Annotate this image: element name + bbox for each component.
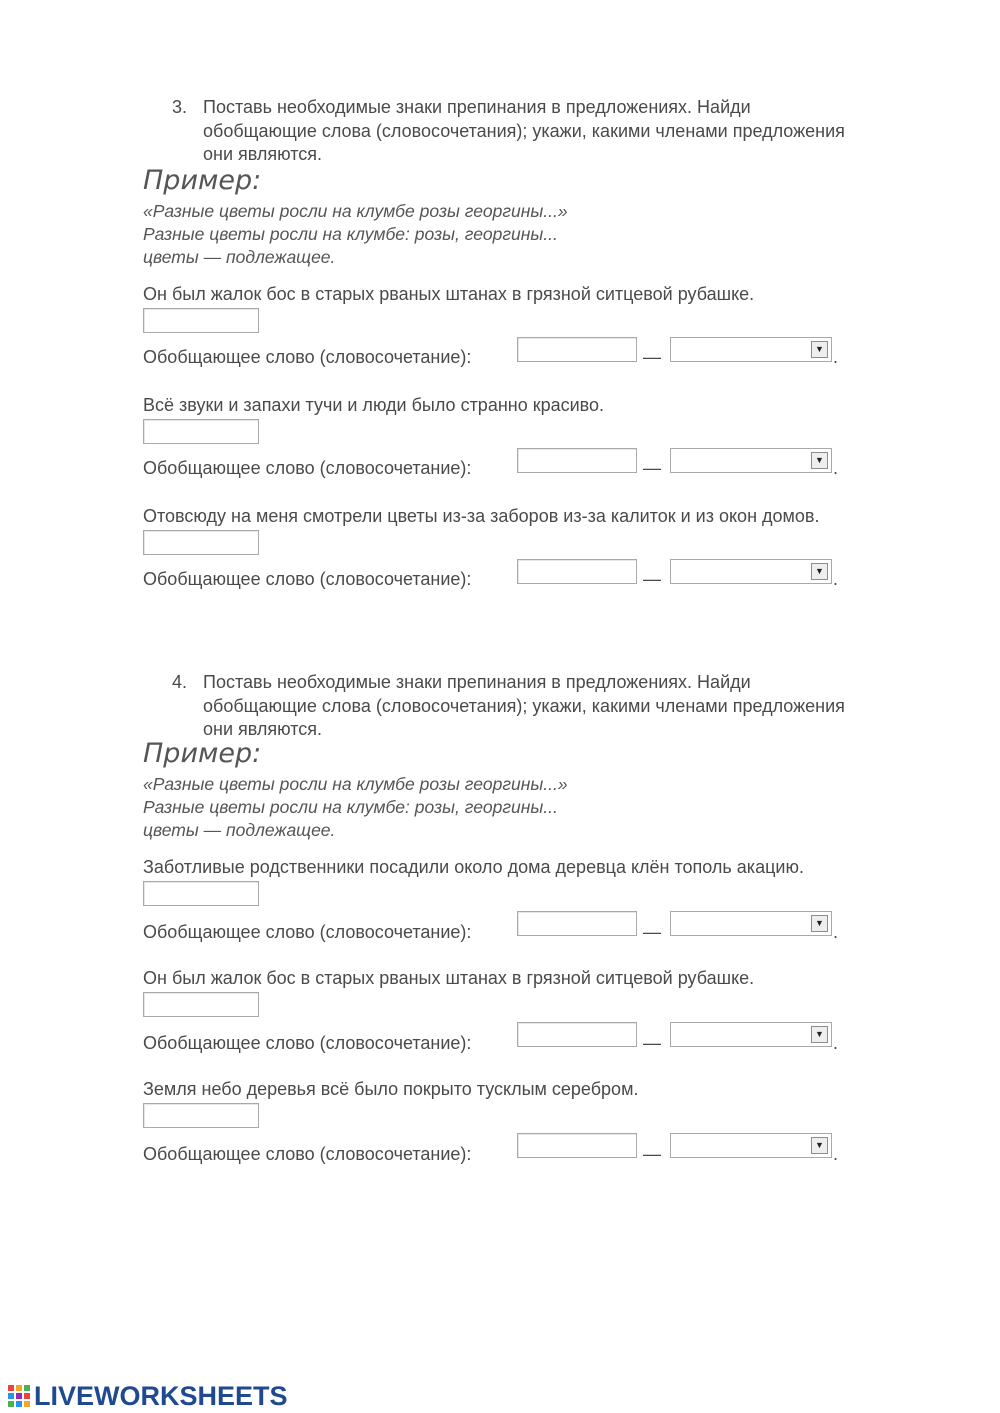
- generalizing-word-input[interactable]: [517, 559, 637, 584]
- chevron-down-icon[interactable]: ▼: [811, 452, 828, 469]
- liveworksheets-logo-icon: [8, 1385, 30, 1407]
- generalizing-word-input[interactable]: [517, 1022, 637, 1047]
- task-4-sentence-2: Он был жалок бос в старых рваных штанах в грязной ситцевой рубашке.: [143, 968, 755, 988]
- example-line: Разные цветы росли на клумбе: розы, георгины...: [143, 224, 558, 244]
- task-4-example-title: Пример:: [143, 738, 262, 769]
- task-4-sentence-1: Заботливые родственники посадили около дома деревца клён тополь акацию.: [143, 857, 804, 877]
- punctuation-answer-input[interactable]: [143, 419, 259, 444]
- sentence-member-select[interactable]: [670, 448, 832, 473]
- task-4-instruction-line: обобщающие слова (словосочетания); укажи, какими членами предложения: [203, 695, 845, 716]
- dash-separator: —: [643, 347, 661, 367]
- task-4-instruction-line: Поставь необходимые знаки препинания в предложениях. Найди: [203, 672, 751, 692]
- period: .: [833, 922, 839, 942]
- period: .: [833, 1033, 839, 1053]
- dash-separator: —: [643, 569, 661, 589]
- task-3-instruction: [203, 96, 943, 167]
- task-3-instruction-line: они являются.: [203, 144, 323, 164]
- task-3-sentence-2: Всё звуки и запахи тучи и люди было странно красиво.: [143, 395, 605, 415]
- generalizing-word-label: Обобщающее слово (словосочетание):: [143, 569, 472, 589]
- task-3-instruction-line: обобщающие слова (словосочетания); укажи, какими членами предложения: [203, 120, 845, 141]
- period: .: [833, 1144, 839, 1164]
- punctuation-answer-input[interactable]: [143, 1103, 259, 1128]
- sentence-member-select[interactable]: [670, 911, 832, 936]
- logo-text: LIVEWORKSHEETS: [34, 1381, 288, 1411]
- task-3-example-title: Пример:: [143, 165, 262, 196]
- punctuation-answer-input[interactable]: [143, 308, 259, 333]
- dash-separator: —: [643, 1033, 661, 1053]
- task-4-instruction-line: они являются.: [203, 719, 323, 739]
- generalizing-word-input[interactable]: [517, 911, 637, 936]
- example-line: цветы — подлежащее.: [143, 820, 336, 840]
- chevron-down-icon[interactable]: ▼: [811, 1137, 828, 1154]
- chevron-down-icon[interactable]: ▼: [811, 341, 828, 358]
- dash-separator: —: [643, 922, 661, 942]
- example-line: «Разные цветы росли на клумбе розы георгины...»: [143, 774, 568, 794]
- chevron-down-icon[interactable]: ▼: [811, 1026, 828, 1043]
- generalizing-word-label: Обобщающее слово (словосочетание):: [143, 347, 472, 367]
- sentence-member-select[interactable]: [670, 559, 832, 584]
- task-4-instruction: [203, 671, 943, 742]
- task-3-sentence-3: Отовсюду на меня смотрели цветы из-за заборов из-за калиток и из окон домов.: [143, 506, 820, 526]
- period: .: [833, 569, 839, 589]
- task-4-example-block: [143, 773, 568, 842]
- generalizing-word-label: Обобщающее слово (словосочетание):: [143, 1144, 472, 1164]
- task-3-example-block: [143, 200, 568, 269]
- generalizing-word-label: Обобщающее слово (словосочетание):: [143, 1033, 472, 1053]
- task-3-instruction-line: Поставь необходимые знаки препинания в предложениях. Найди: [203, 97, 751, 117]
- generalizing-word-label: Обобщающее слово (словосочетание):: [143, 922, 472, 942]
- generalizing-word-input[interactable]: [517, 448, 637, 473]
- punctuation-answer-input[interactable]: [143, 881, 259, 906]
- period: .: [833, 458, 839, 478]
- task-4-sentence-3: Земля небо деревья всё было покрыто тусклым серебром.: [143, 1079, 639, 1099]
- task-3-sentence-1: Он был жалок бос в старых рваных штанах в грязной ситцевой рубашке.: [143, 284, 755, 304]
- dash-separator: —: [643, 458, 661, 478]
- task-3-number: 3.: [172, 97, 188, 117]
- example-line: Разные цветы росли на клумбе: розы, георгины...: [143, 797, 558, 817]
- dash-separator: —: [643, 1144, 661, 1164]
- punctuation-answer-input[interactable]: [143, 530, 259, 555]
- chevron-down-icon[interactable]: ▼: [811, 915, 828, 932]
- generalizing-word-input[interactable]: [517, 337, 637, 362]
- generalizing-word-label: Обобщающее слово (словосочетание):: [143, 458, 472, 478]
- sentence-member-select[interactable]: [670, 337, 832, 362]
- period: .: [833, 347, 839, 367]
- example-line: цветы — подлежащее.: [143, 247, 336, 267]
- punctuation-answer-input[interactable]: [143, 992, 259, 1017]
- chevron-down-icon[interactable]: ▼: [811, 563, 828, 580]
- example-line: «Разные цветы росли на клумбе розы георгины...»: [143, 201, 568, 221]
- task-4-number: 4.: [172, 672, 188, 692]
- sentence-member-select[interactable]: [670, 1133, 832, 1158]
- sentence-member-select[interactable]: [670, 1022, 832, 1047]
- generalizing-word-input[interactable]: [517, 1133, 637, 1158]
